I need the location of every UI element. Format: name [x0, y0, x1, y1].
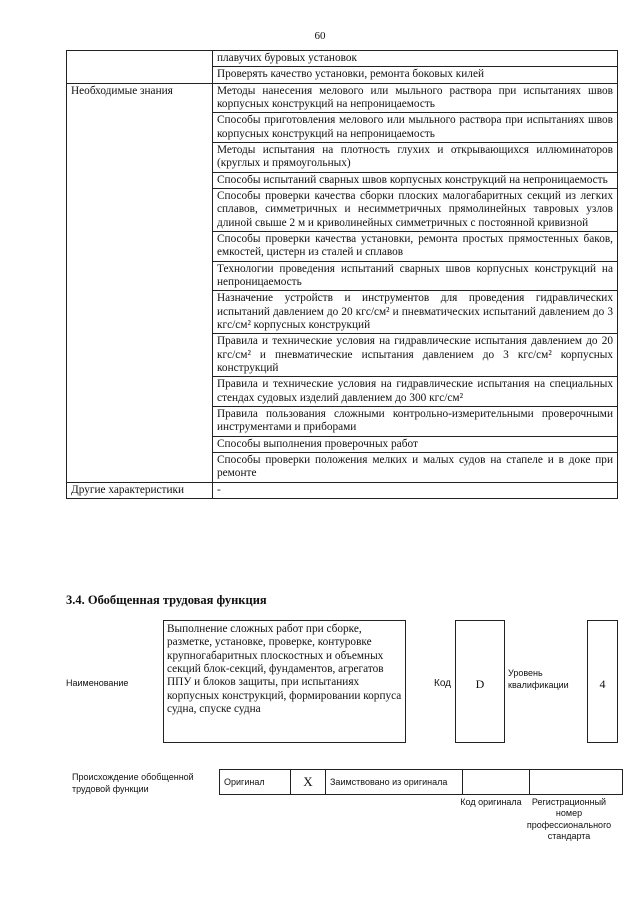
row-content: Методы нанесения мелового или мыльного раствора при испытаниях швов корпусных конструкций на непроницаемость: [213, 83, 618, 113]
reg-number-cell: [530, 770, 623, 795]
row-content: Методы испытания на плотность глухих и открывающихся иллюминаторов (круглых и прямоугольных): [213, 142, 618, 172]
row-content: Способы выполнения проверочных работ: [213, 436, 618, 452]
reg-number-caption: Регистрационный номер профессионального стандарта: [526, 797, 612, 841]
row-label: Другие характеристики: [67, 482, 213, 498]
name-label: Наименование: [66, 678, 129, 688]
knowledge-table: [66, 50, 618, 499]
row-content: Технологии проведения испытаний сварных швов корпусных конструкций на непроницаемость: [213, 261, 618, 291]
table-row: [67, 51, 618, 67]
code-original-cell: [463, 770, 530, 795]
origin-label: Происхождение обобщенной трудовой функции: [72, 772, 194, 794]
row-content: Способы приготовления мелового или мыльного раствора при испытаниях швов корпусных конструкций на непроницаемость: [213, 113, 618, 143]
level-label: Уровень квалификации: [508, 668, 569, 690]
origin-table: [219, 769, 623, 795]
row-content: Способы проверки качества сборки плоских малогабаритных секций из легких сплавов, симметричных и несимметричных прямолинейных тавровых узлов длиной свыше 2 м и криволинейных симметричных с постоянной кривизной: [213, 188, 618, 231]
knowledge-row: [67, 83, 618, 113]
code-original-caption: Код оригинала: [460, 797, 522, 807]
other-row: [67, 482, 618, 498]
row-content: Правила и технические условия на гидравлические испытания давлением до 20 кгс/см² и пневматические испытания давлением до 3 кгс/см² корпусных конструкций: [213, 334, 618, 377]
row-content: Способы испытаний сварных швов корпусных конструкций на непроницаемость: [213, 172, 618, 188]
row-content: Назначение устройств и инструментов для проведения гидравлических испытаний давлением до 20 кгс/см² и пневматических испытаний давлением до 3 кгс/см² корпусных конструкций: [213, 291, 618, 334]
row-content: Способы проверки качества установки, ремонта простых прямостенных баков, емкостей, цистерн из сталей и сплавов: [213, 231, 618, 261]
row-label: [67, 51, 213, 84]
original-mark: X: [291, 770, 326, 795]
row-content: Правила пользования сложными контрольно-измерительными проверочными инструментами и приборами: [213, 406, 618, 436]
row-content: -: [213, 482, 618, 498]
row-content: Проверять качество установки, ремонта боковых килей: [213, 67, 618, 83]
code-value-box: D: [455, 620, 505, 743]
original-cell: Оригинал: [220, 770, 291, 795]
code-label: Код: [434, 678, 452, 689]
section-title: 3.4. Обобщенная трудовая функция: [66, 593, 267, 607]
row-content: Правила и технические условия на гидравлические испытания на специальных стендах судовых изделий давлением до 300 кгс/см²: [213, 377, 618, 407]
function-name-box: Выполнение сложных работ при сборке, разметке, установке, проверке, контуровке крупногабаритных плоскостных и объемных секций блок-секций, фундаментов, агрегатов ППУ и блоков защиты, при испытаниях корпусных конструкций, формировании корпуса судна, спуске судна: [163, 620, 406, 743]
borrowed-cell: Заимствовано из оригинала: [326, 770, 463, 795]
row-label: Необходимые знания: [67, 83, 213, 482]
row-content: плавучих буровых установок: [213, 51, 618, 67]
level-value-box: 4: [587, 620, 618, 743]
page-number: 60: [314, 30, 326, 42]
row-content: Способы проверки положения мелких и малых судов на стапеле и в доке при ремонте: [213, 452, 618, 482]
